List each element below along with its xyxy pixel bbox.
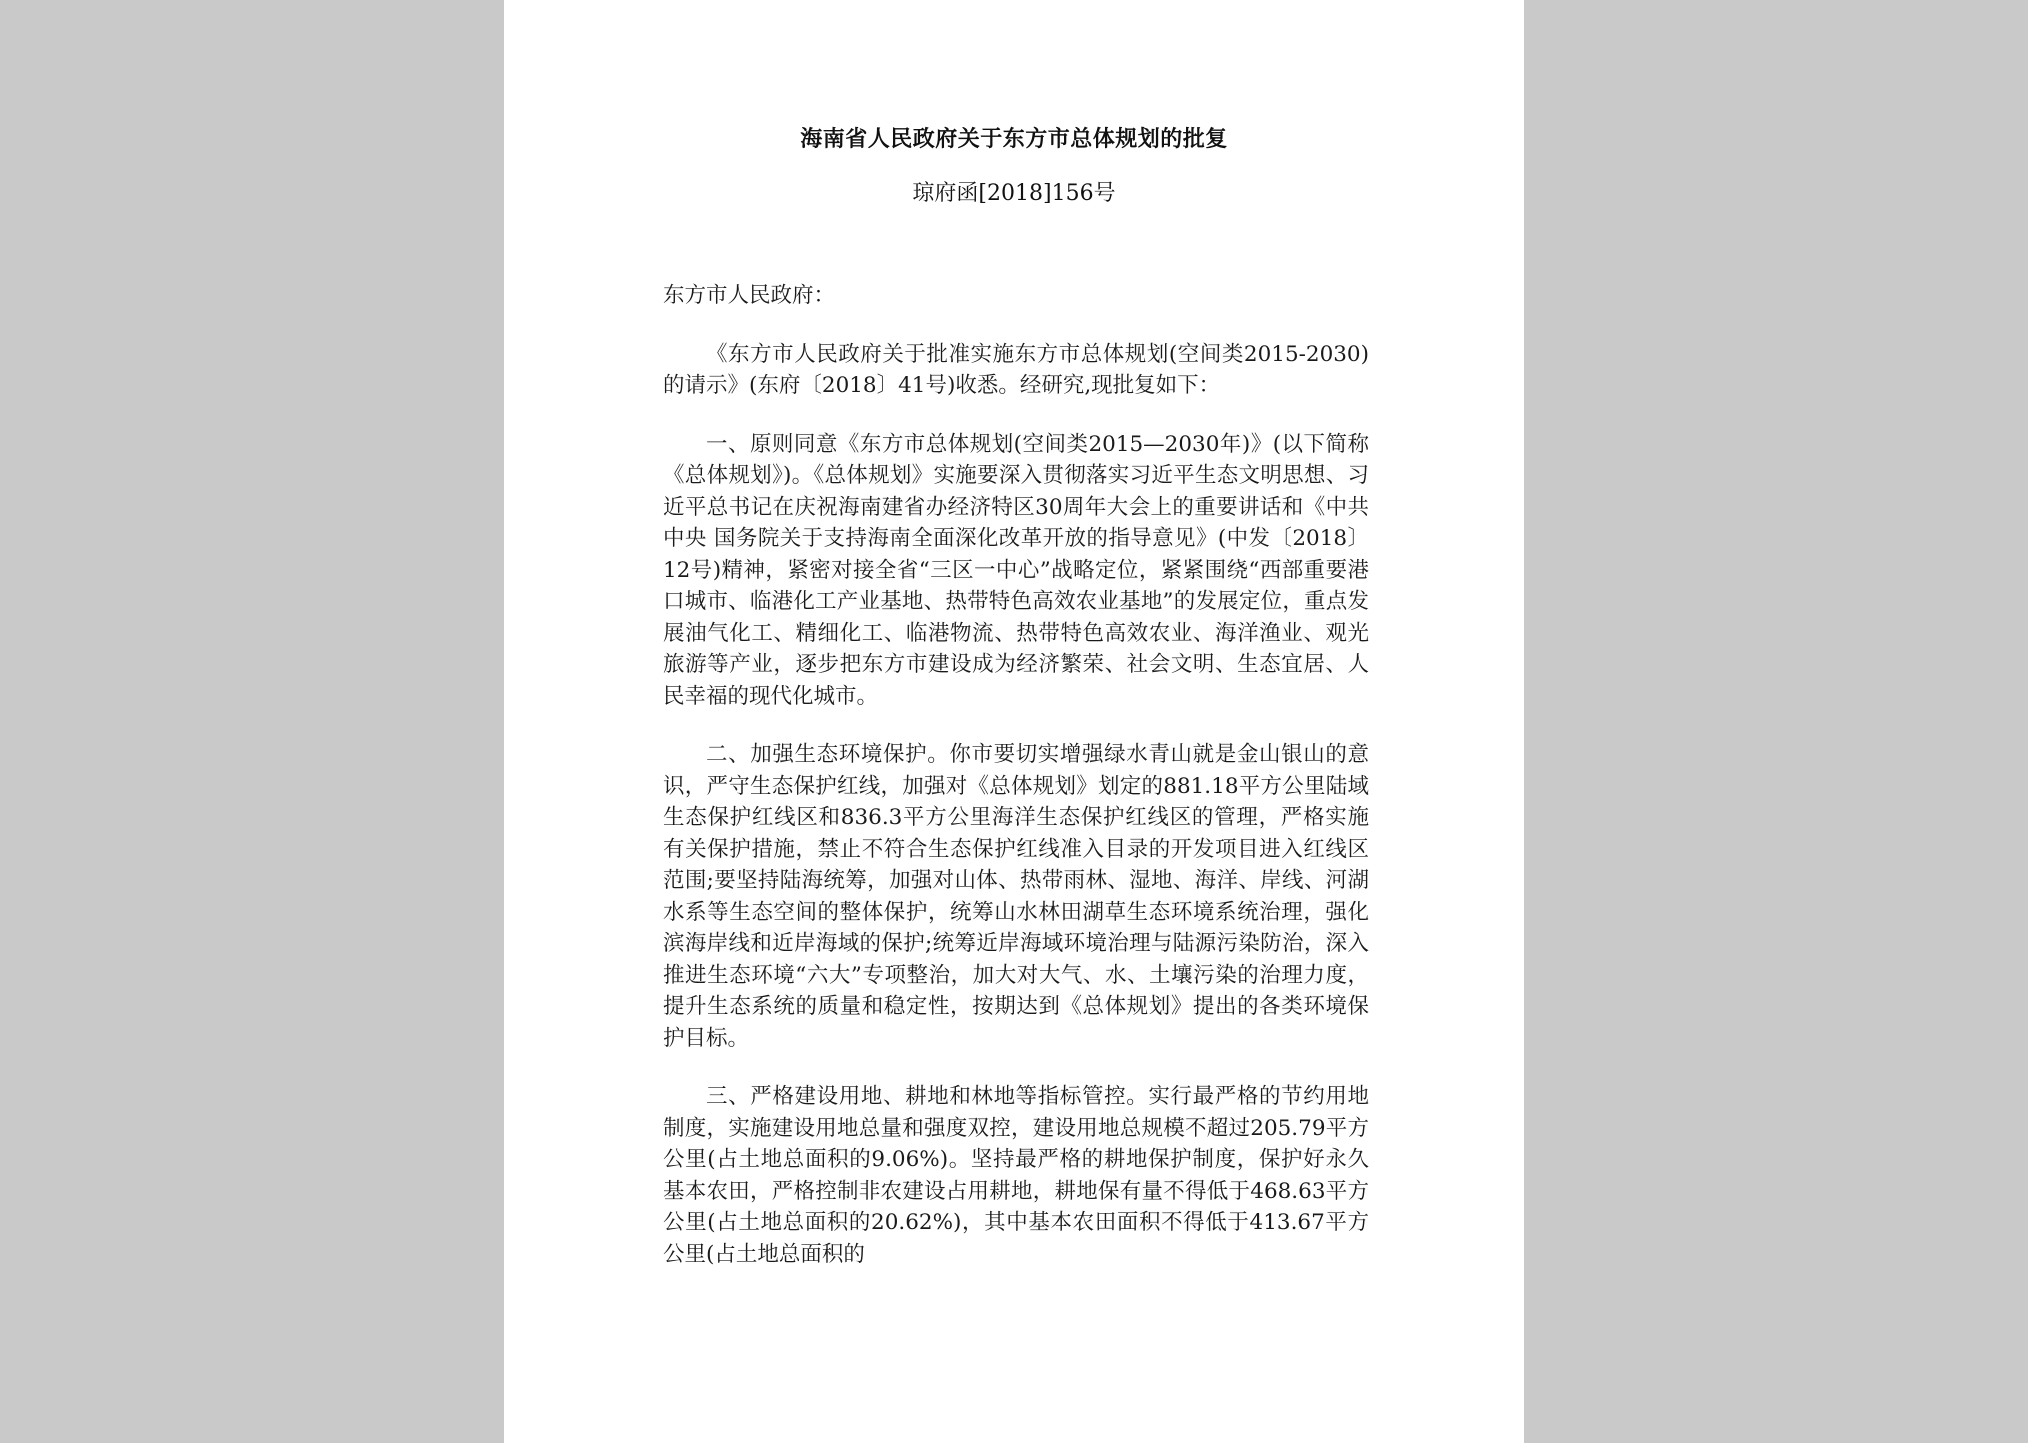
- document-number: 琼府函[2018]156号: [912, 181, 1116, 206]
- document-page: [504, 0, 1524, 1443]
- paragraph-section-1: 一、原则同意《东方市总体规划(空间类2015—2030年)》(以下简称《总体规划》)。《总体规划》实施要深入贯彻落实习近平生态文明思想、习近平总书记在庆祝海南建省办经济特区30周年大会上的重要讲话和《中共中央 国务院关于支持海南全面深化改革开放的指导意见》(中发〔2018〕12号)精神，紧密对接全省“三区一中心”战略定位，紧紧围绕“西部重要港口城市、临港化工产业基地、热带特色高效农业基地”的发展定位，重点发展油气化工、精细化工、临港物流、热带特色高效农业、海洋渔业、观光旅游等产业，逐步把东方市建设成为经济繁荣、社会文明、生态宜居、人民幸福的现代化城市。: [663, 431, 1369, 709]
- paragraph-section-2: 二、加强生态环境保护。你市要切实增强绿水青山就是金山银山的意识，严守生态保护红线，加强对《总体规划》划定的881.18平方公里陆域生态保护红线区和836.3平方公里海洋生态保护红线区的管理，严格实施有关保护措施，禁止不符合生态保护红线准入目录的开发项目进入红线区范围;要坚持陆海统筹，加强对山体、热带雨林、湿地、海洋、岸线、河湖水系等生态空间的整体保护，统筹山水林田湖草生态环境系统治理，强化滨海岸线和近岸海域的保护;统筹近岸海域环境治理与陆源污染防治，深入推进生态环境“六大”专项整治，加大对大气、水、土壤污染的治理力度，提升生态系统的质量和稳定性，按期达到《总体规划》提出的各类环境保护目标。: [663, 742, 1369, 1051]
- document-title: 海南省人民政府关于东方市总体规划的批复: [800, 126, 1228, 152]
- salutation: 东方市人民政府：: [663, 283, 836, 308]
- document-body: [663, 280, 1369, 1297]
- paragraph-section-3: 三、严格建设用地、耕地和林地等指标管控。实行最严格的节约用地制度，实施建设用地总量和强度双控，建设用地总规模不超过205.79平方公里(占土地总面积的9.06%)。坚持最严格的耕地保护制度，保护好永久基本农田，严格控制非农建设占用耕地，耕地保有量不得低于468.63平方公里(占土地总面积的20.62%)，其中基本农田面积不得低于413.67平方公里(占土地总面积的: [663, 1084, 1369, 1267]
- paragraph-intro: 《东方市人民政府关于批准实施东方市总体规划(空间类2015-2030)的请示》(东府〔2018〕41号)收悉。经研究,现批复如下：: [663, 341, 1369, 398]
